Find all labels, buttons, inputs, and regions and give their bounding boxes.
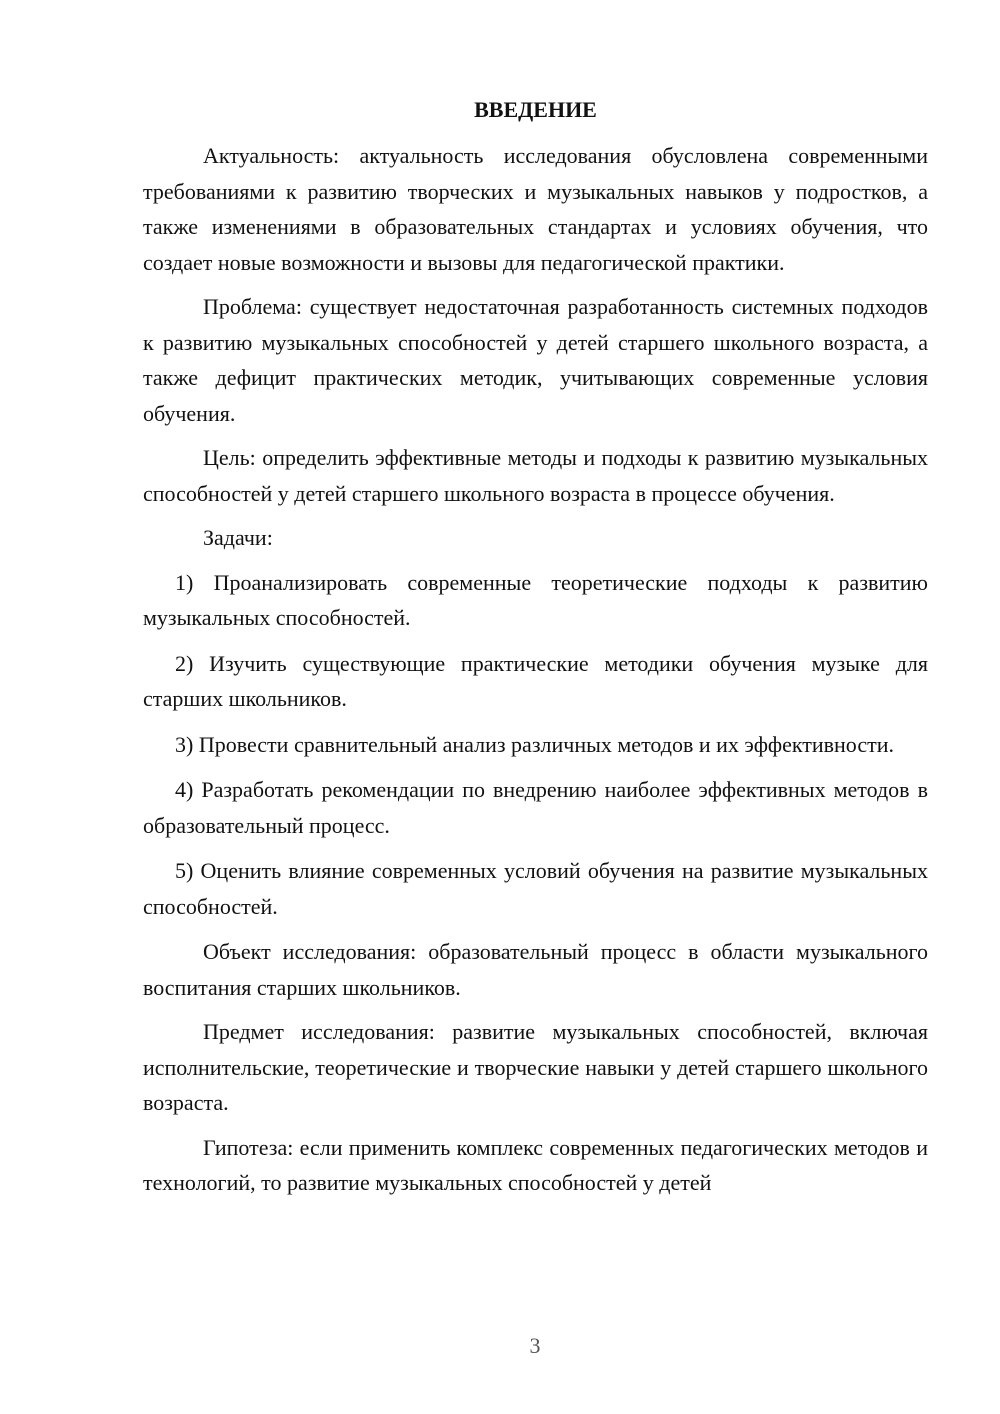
task-item-2: 2) Изучить существующие практические методики обучения музыке для старших школьников. [143, 650, 928, 711]
task-item-5: 5) Оценить влияние современных условий обучения на развитие музыкальных способностей. [143, 858, 928, 919]
paragraph-problem: Проблема: существует недостаточная разработанность системных подходов к развитию музыкальных способностей у детей старшего школьного возраста, а также дефицит практических методик, учитывающих современные условия обучения. [143, 294, 928, 426]
paragraph-relevance: Актуальность: актуальность исследования обусловлена современными требованиями к развитию творческих и музыкальных навыков у подростков, а также изменениями в образовательных стандартах и условиях обучения, что создает новые возможности и вызовы для педагогической практики. [143, 143, 928, 275]
task-item-3: 3) Провести сравнительный анализ различных методов и их эффективности. [175, 731, 894, 757]
paragraph-object: Объект исследования: образовательный процесс в области музыкального воспитания старших школьников. [143, 939, 928, 1000]
task-item-4: 4) Разработать рекомендации по внедрению наиболее эффективных методов в образовательный процесс. [143, 777, 928, 838]
page-number: 3 [529, 1333, 541, 1358]
document-page [143, 94, 928, 1210]
paragraph-subject: Предмет исследования: развитие музыкальных способностей, включая исполнительские, теоретические и творческие навыки у детей старшего школьного возраста. [143, 1019, 928, 1115]
paragraph-tasks-heading: Задачи: [203, 525, 273, 550]
paragraph-hypothesis: Гипотеза: если применить комплекс современных педагогических методов и технологий, то развитие музыкальных способностей у детей [143, 1134, 928, 1195]
task-item-1: 1) Проанализировать современные теоретические подходы к развитию музыкальных способностей. [143, 569, 928, 630]
paragraph-goal: Цель: определить эффективные методы и подходы к развитию музыкальных способностей у детей старшего школьного возраста в процессе обучения. [143, 445, 928, 506]
section-title: ВВЕДЕНИЕ [474, 97, 597, 122]
